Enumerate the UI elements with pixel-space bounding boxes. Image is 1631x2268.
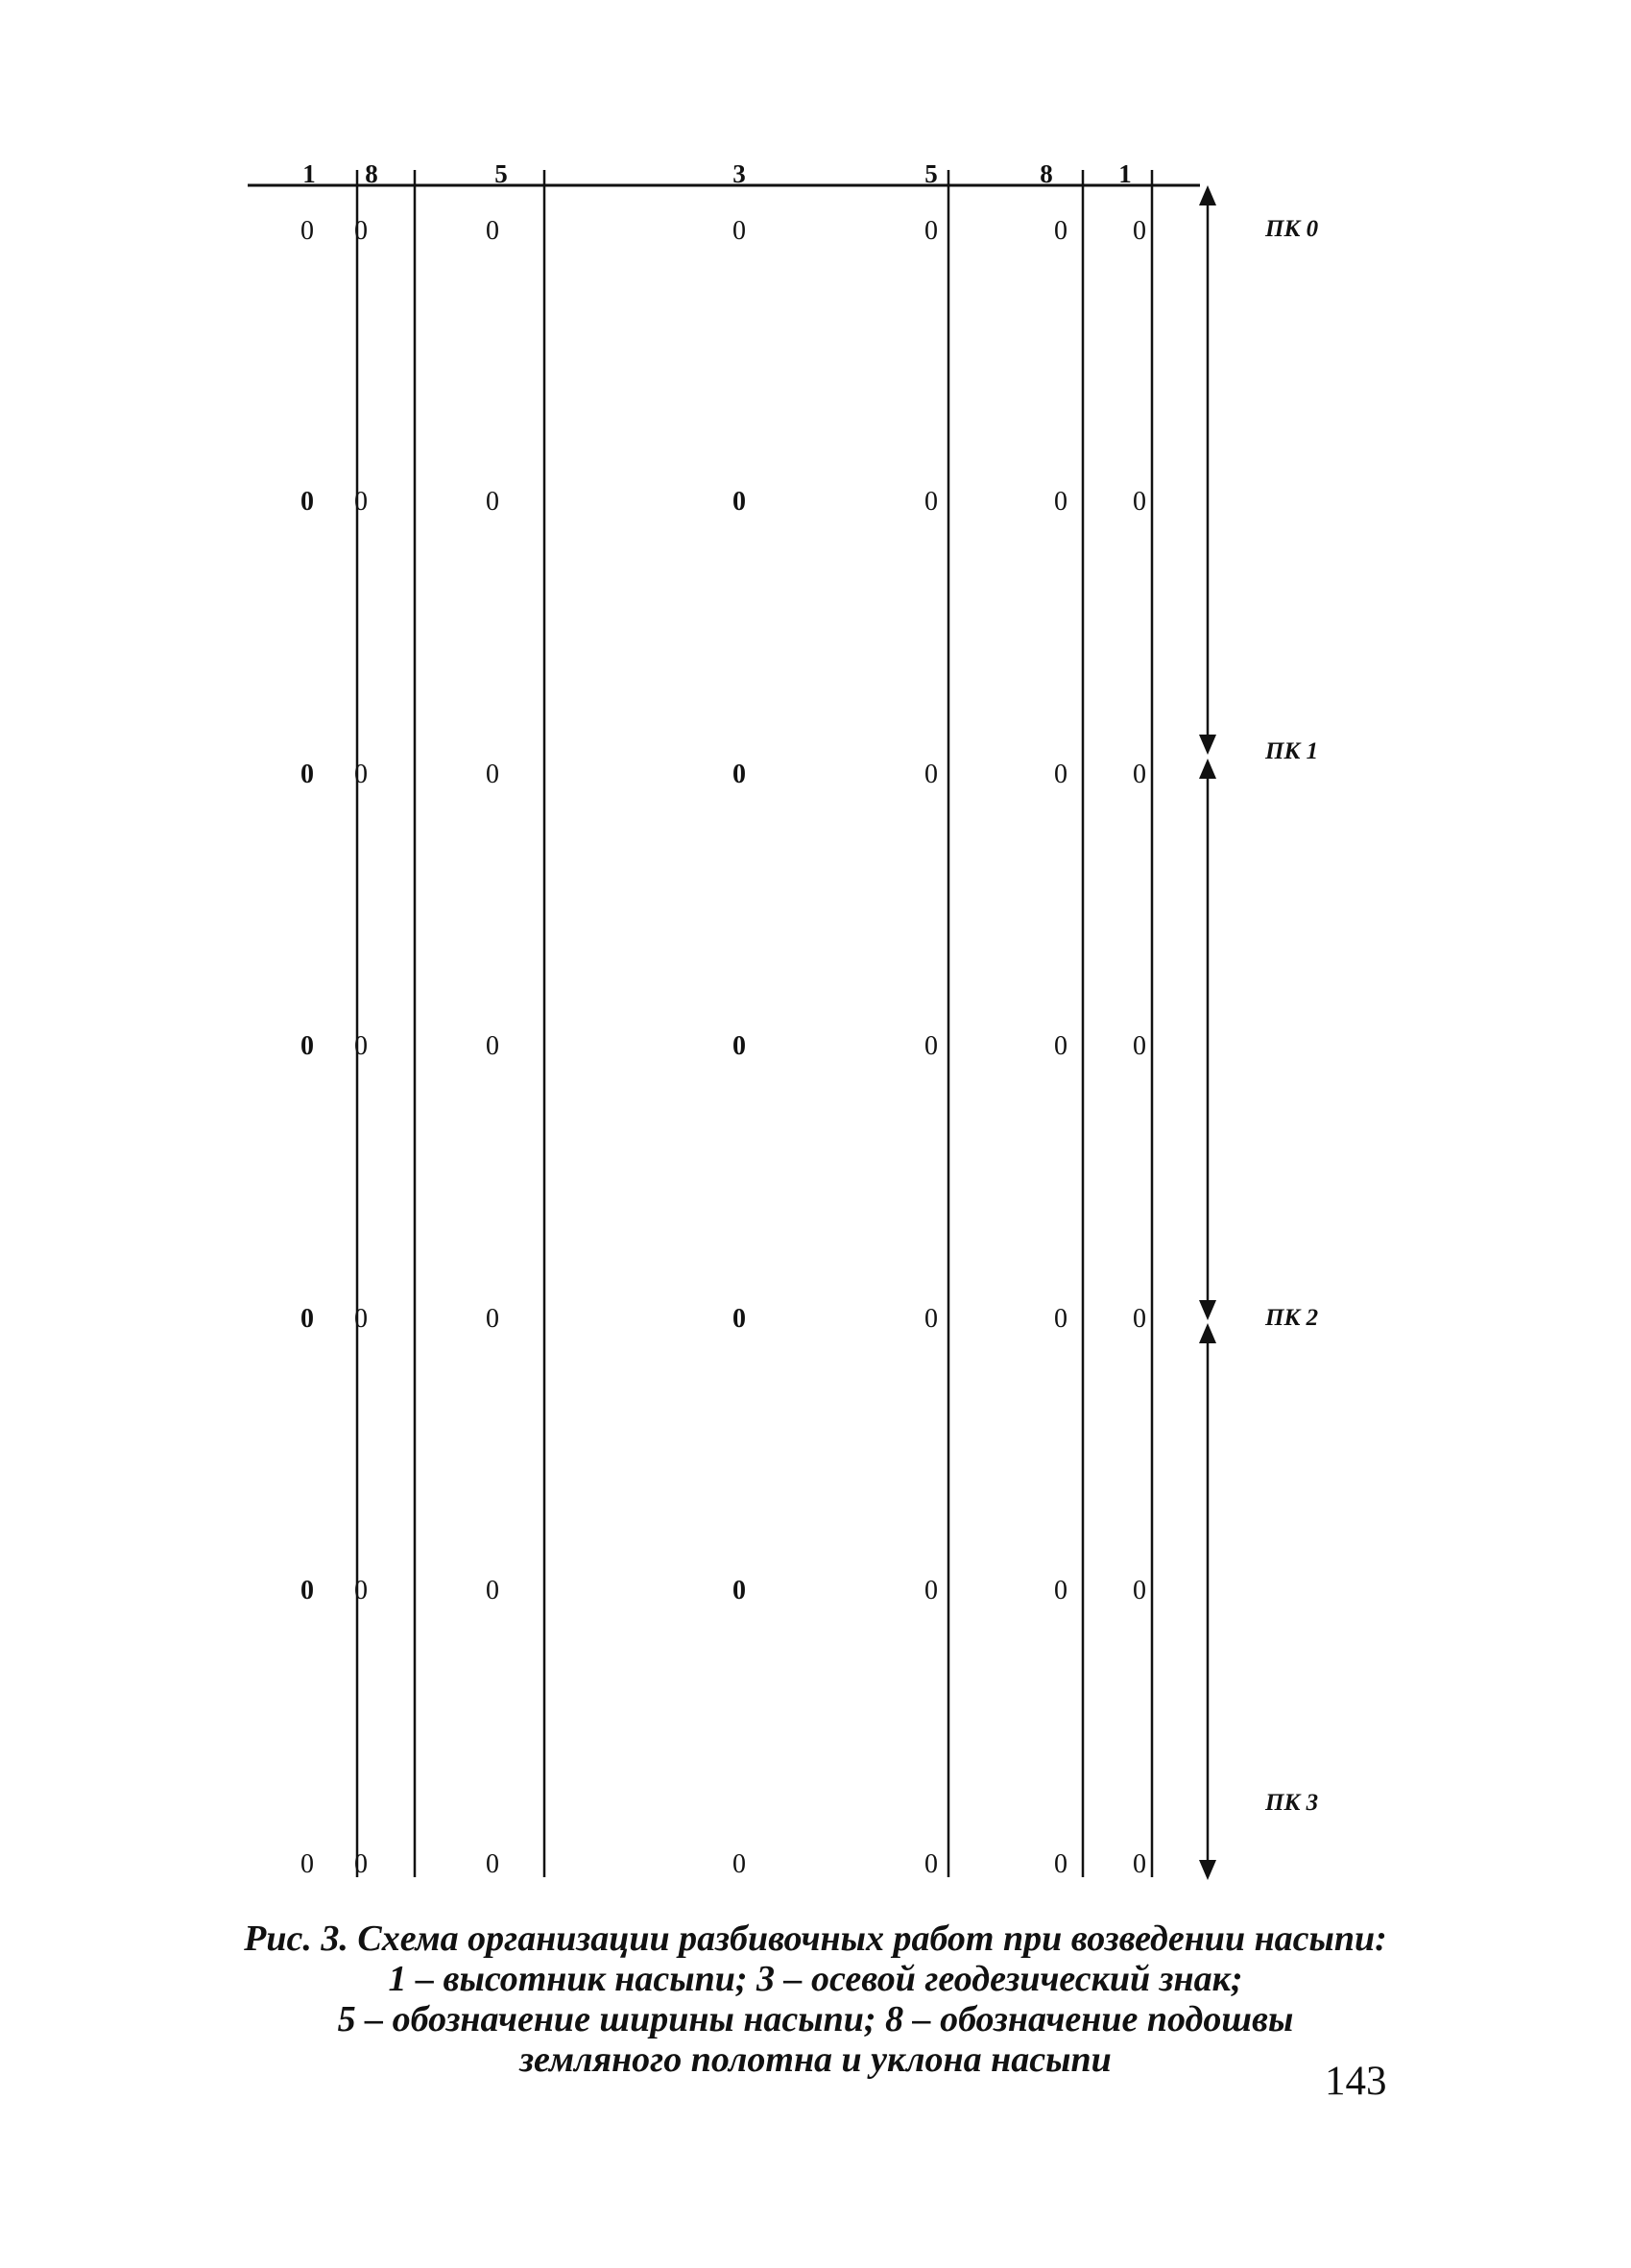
- stake-mark: 0: [1133, 760, 1146, 789]
- stake-mark: 0: [924, 1031, 938, 1061]
- picket-label: ПК 3: [1265, 1790, 1319, 1816]
- stake-mark: 0: [1054, 1304, 1067, 1334]
- stake-mark: 0: [1133, 1031, 1146, 1061]
- stake-mark: 0: [486, 760, 499, 789]
- stake-mark: 0: [732, 216, 746, 246]
- header-label: 8: [1040, 159, 1053, 188]
- page-number: 143: [1325, 2059, 1387, 2104]
- stake-mark: 0: [1133, 216, 1146, 246]
- stake-mark: 0: [354, 1576, 368, 1605]
- stake-mark: 0: [300, 1576, 314, 1605]
- stake-mark: 0: [924, 1849, 938, 1879]
- header-label: 1: [302, 159, 316, 188]
- stake-mark: 0: [300, 1031, 314, 1061]
- stake-mark: 0: [924, 487, 938, 517]
- arrow-up-icon: [1199, 185, 1216, 205]
- stake-mark: 0: [354, 487, 368, 517]
- stake-marks: [300, 216, 1146, 1879]
- stake-mark: 0: [486, 1849, 499, 1879]
- stake-mark: 0: [732, 1031, 746, 1061]
- stake-mark: 0: [300, 487, 314, 517]
- header-label: 3: [732, 159, 746, 188]
- picket-label: ПК 0: [1265, 216, 1319, 242]
- stake-mark: 0: [1054, 1849, 1067, 1879]
- stake-mark: 0: [732, 760, 746, 789]
- stake-mark: 0: [1054, 1031, 1067, 1061]
- stake-mark: 0: [732, 1849, 746, 1879]
- stake-mark: 0: [354, 1849, 368, 1879]
- stake-mark: 0: [486, 1031, 499, 1061]
- picket-label: ПК 1: [1265, 738, 1319, 764]
- stake-mark: 0: [486, 1304, 499, 1334]
- arrow-up-icon: [1199, 1323, 1216, 1343]
- caption-line: 5 – обозначение ширины насыпи; 8 – обозначение подошвы: [337, 1999, 1294, 2039]
- stake-mark: 0: [354, 216, 368, 246]
- header-label: 5: [924, 159, 938, 188]
- arrow-up-icon: [1199, 759, 1216, 779]
- header-label: 1: [1118, 159, 1132, 188]
- header-label: 5: [494, 159, 508, 188]
- stake-mark: 0: [300, 216, 314, 246]
- picket-labels: [1264, 216, 1319, 1816]
- stake-mark: 0: [1133, 1576, 1146, 1605]
- header-label: 8: [365, 159, 378, 188]
- stake-mark: 0: [300, 760, 314, 789]
- stake-mark: 0: [354, 1304, 368, 1334]
- stake-mark: 0: [354, 1031, 368, 1061]
- stake-lines: [357, 170, 1152, 1877]
- stake-mark: 0: [924, 760, 938, 789]
- stake-mark: 0: [1054, 487, 1067, 517]
- stake-mark: 0: [1133, 1304, 1146, 1334]
- stake-mark: 0: [924, 216, 938, 246]
- stake-mark: 0: [486, 216, 499, 246]
- stake-mark: 0: [1133, 487, 1146, 517]
- stake-mark: 0: [1054, 1576, 1067, 1605]
- stake-mark: 0: [1054, 760, 1067, 789]
- arrow-down-icon: [1199, 1860, 1216, 1880]
- stake-mark: 0: [300, 1304, 314, 1334]
- figure-caption: [96, 1918, 1535, 2080]
- caption-line: 1 – высотник насыпи; 3 – осевой геодезический знак;: [388, 1959, 1243, 1999]
- stake-mark: 0: [486, 487, 499, 517]
- caption-line: земляного полотна и уклона насыпи: [519, 2039, 1112, 2080]
- stake-mark: 0: [1054, 216, 1067, 246]
- arrow-down-icon: [1199, 735, 1216, 755]
- stake-mark: 0: [354, 760, 368, 789]
- stake-mark: 0: [732, 1304, 746, 1334]
- arrow-down-icon: [1199, 1300, 1216, 1320]
- picket-label: ПК 2: [1265, 1305, 1319, 1331]
- stake-mark: 0: [924, 1576, 938, 1605]
- stake-mark: 0: [1133, 1849, 1146, 1879]
- picket-dimension: [1199, 185, 1216, 1880]
- stake-mark: 0: [732, 487, 746, 517]
- stake-mark: 0: [486, 1576, 499, 1605]
- stake-mark: 0: [300, 1849, 314, 1879]
- stake-mark: 0: [732, 1576, 746, 1605]
- caption-line: Рис. 3. Схема организации разбивочных работ при возведении насыпи:: [244, 1918, 1387, 1959]
- stake-mark: 0: [924, 1304, 938, 1334]
